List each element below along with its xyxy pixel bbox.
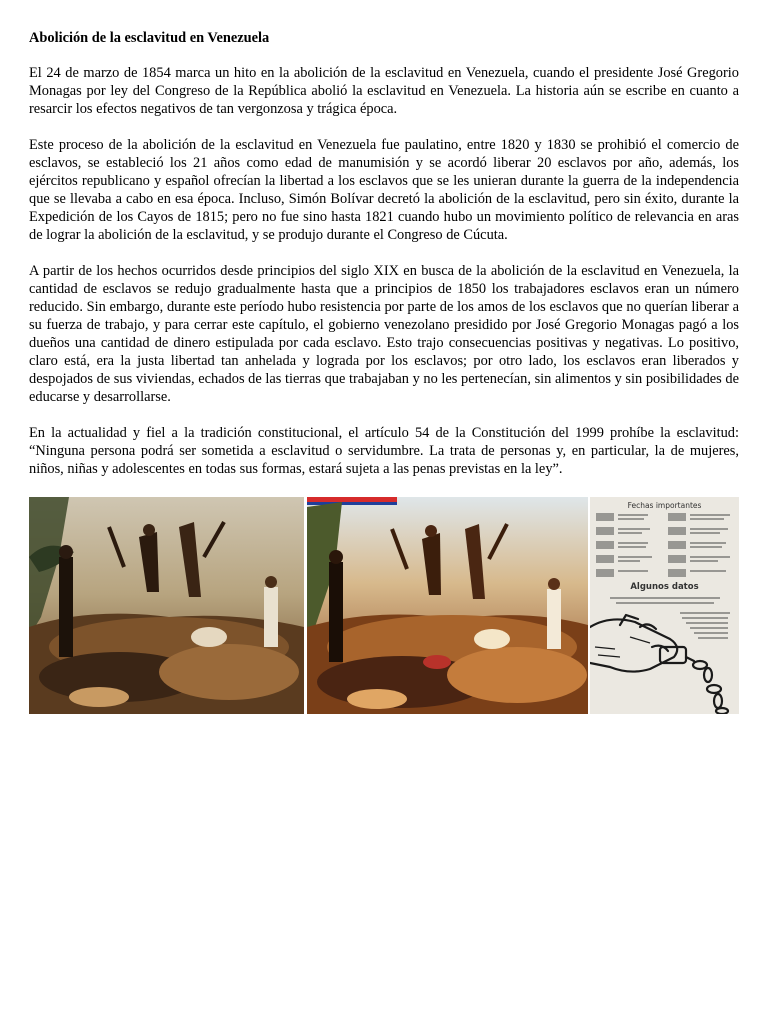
abolition-painting-image	[29, 497, 304, 714]
dates-infographic-image	[590, 497, 739, 714]
document-body	[29, 29, 739, 496]
infographic-title: Fechas importantes	[627, 501, 702, 510]
paragraph-4: En la actualidad y fiel a la tradición constitucional, el artículo 54 de la Constitución del 1999 prohíbe la esclavitud: “Ninguna persona podrá ser sometida a esclavitud o servidumbre. La trata de personas y, en particular, la de mujeres, niños, niñas y adolescentes en todas sus formas, estará sujeta a las penas previstas en la ley”.	[29, 425, 739, 477]
paragraph-2: Este proceso de la abolición de la esclavitud en Venezuela fue paulatino, entre 1820 y 1830 se prohibió el comercio de esclavos, se estableció los 21 años como edad de manumisión y se acordó liberar 20 esclavos por año, además, los ejércitos republicano y español ofrecían la libertad a los esclavos que se les unieran durante la guerra de la independencia que se llevaba a cabo en esa época. Incluso, Simón Bolívar decretó la abolición de la esclavitud, pero sin éxito, durante la Expedición de los Cayos de 1815; pero no fue sino hasta 1821 cuando hubo un movimiento político de relevancia en aras de lograr la abolición de la esclavitud, y se produjo durante el Congreso de Cúcuta.	[29, 137, 739, 243]
paragraph-3: A partir de los hechos ocurridos desde principios del siglo XIX en busca de la abolición de la esclavitud en Venezuela, la cantidad de esclavos se redujo gradualmente hasta que a principios de 1850 los trabajadores esclavos eran un número reducido. Sin embargo, durante este período hubo resistencia por parte de los amos de los esclavos que no querían liberar a su fuerza de trabajo, y para cerrar este capítulo, el gobierno venezolano presidido por José Gregorio Monagas pagó a los dueños una cantidad de dinero estipulada por cada esclavo. Esto trajo consecuencias positivas y negativas. Lo positivo, claro está, era la justa libertad tan anhelada y lograda por los esclavos; por otro lado, los esclavos eran liberados y despojados de sus viviendas, echados de las tierras que trabajaban y no les pertenecían, sin alimentos y sin posibilidades de educarse y desarrollarse.	[29, 263, 739, 405]
paragraph-1: El 24 de marzo de 1854 marca un hito en la abolición de la esclavitud en Venezuela, cuando el presidente José Gregorio Monagas por ley del Congreso de la República abolió la esclavitud en Venezuela. La historia aún se escribe en cuanto a resarcir los efectos negativos de tan vergonzosa y trágica época.	[29, 65, 739, 117]
document-title: Abolición de la esclavitud en Venezuela	[29, 30, 270, 46]
image-strip	[29, 497, 739, 714]
infographic-subtitle: Algunos datos	[630, 582, 699, 592]
abolition-painting-color-image	[307, 497, 588, 714]
